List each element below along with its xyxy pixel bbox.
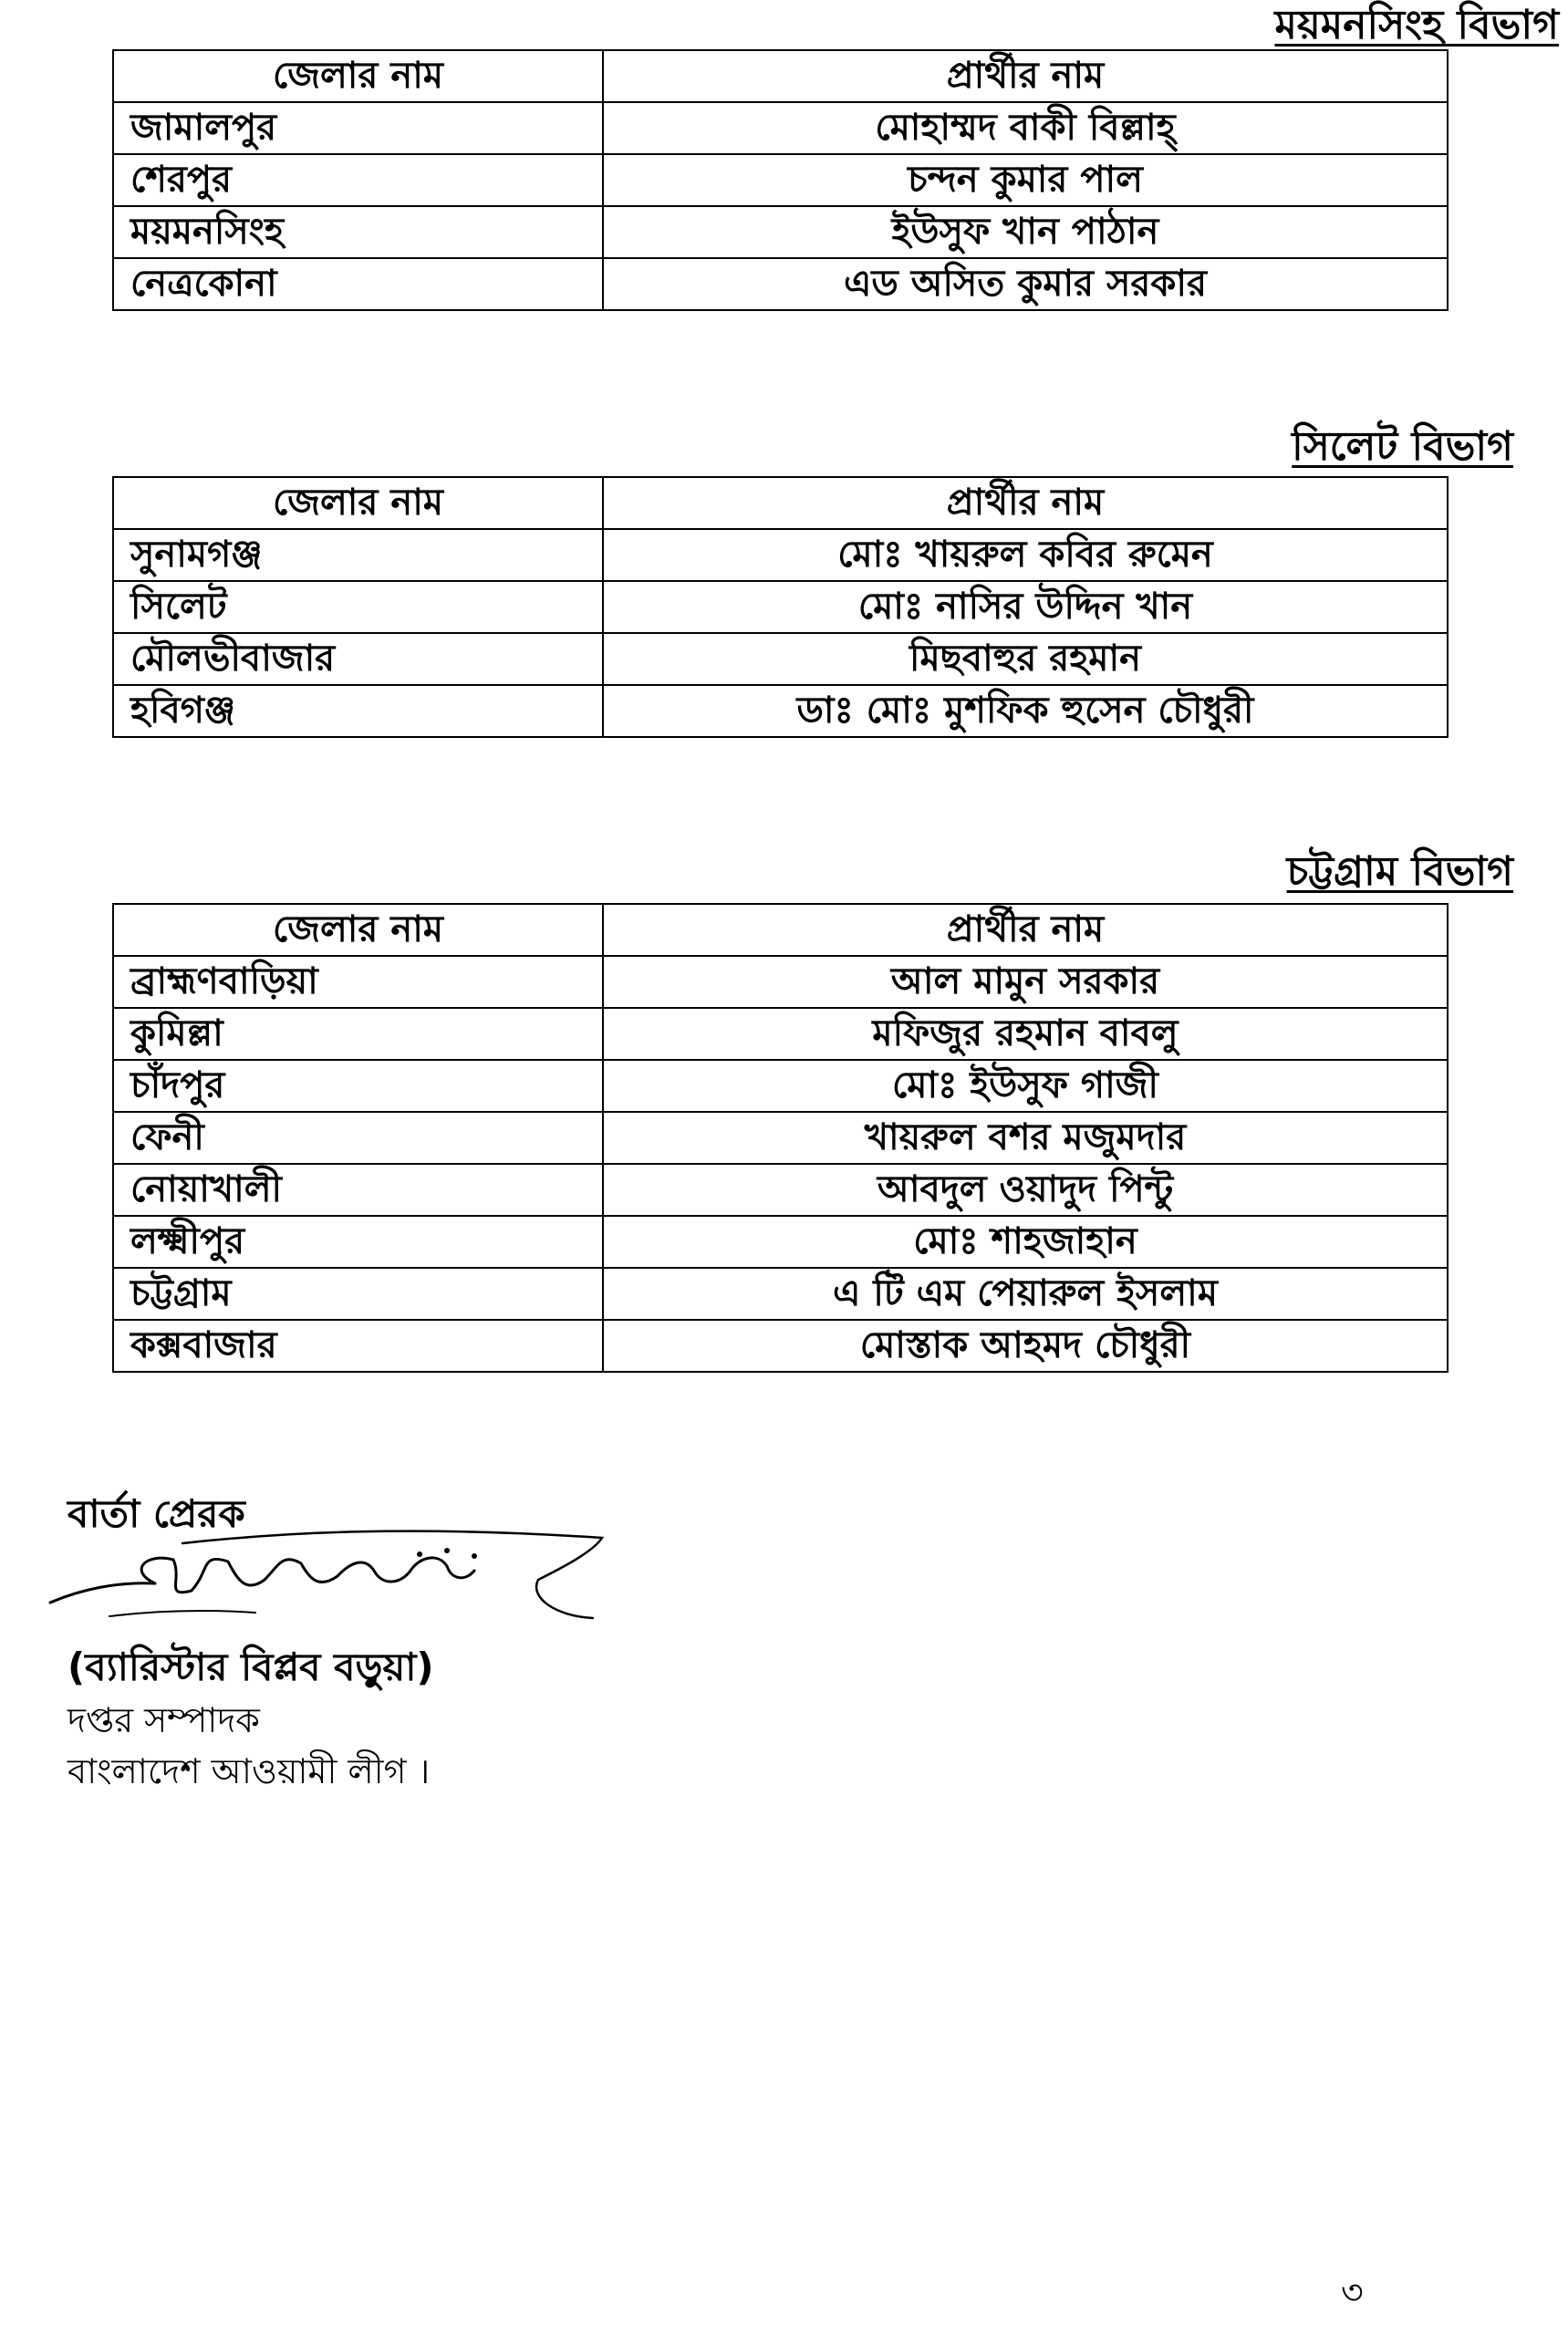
district-cell: সিলেট (113, 581, 603, 633)
sender-label: বার্তা প্রেরক (67, 1491, 245, 1536)
candidate-table-sylhet (112, 476, 1449, 738)
candidate-cell: আল মামুন সরকার (603, 956, 1448, 1008)
candidate-cell: মোঃ খায়রুল কবির রুমেন (603, 529, 1448, 581)
table-row (113, 1060, 1448, 1112)
table-row (113, 1320, 1448, 1372)
district-cell: ময়মনসিংহ (113, 206, 603, 258)
district-cell: চাঁদপুর (113, 1060, 603, 1112)
table-header-row (113, 477, 1448, 529)
sender-organization: বাংলাদেশ আওয়ামী লীগ । (67, 1751, 431, 1791)
candidate-cell: চন্দন কুমার পাল (603, 154, 1448, 206)
district-cell: মৌলভীবাজার (113, 633, 603, 685)
table-header-row (113, 904, 1448, 956)
table-row (113, 685, 1448, 737)
candidate-column-header: প্রার্থীর নাম (603, 50, 1448, 102)
district-cell: ব্রাহ্মণবাড়িয়া (113, 956, 603, 1008)
district-cell: নেত্রকোনা (113, 258, 603, 310)
table-row (113, 1112, 1448, 1164)
table-row (113, 633, 1448, 685)
district-cell: কক্সবাজার (113, 1320, 603, 1372)
division-title-chattogram: চট্টগ্রাম বিভাগ (1286, 848, 1513, 895)
district-cell: জামালপুর (113, 102, 603, 154)
candidate-column-header: প্রার্থীর নাম (603, 904, 1448, 956)
division-title-sylhet: সিলেট বিভাগ (1292, 423, 1513, 470)
candidate-cell: মিছবাহুর রহমান (603, 633, 1448, 685)
candidate-cell: এ টি এম পেয়ারুল ইসলাম (603, 1268, 1448, 1320)
candidate-cell: ইউসুফ খান পাঠান (603, 206, 1448, 258)
table-row (113, 1216, 1448, 1268)
table-row (113, 1164, 1448, 1216)
district-column-header: জেলার নাম (113, 904, 603, 956)
table-row (113, 956, 1448, 1008)
candidate-cell: মোঃ ইউসুফ গাজী (603, 1060, 1448, 1112)
signature-image (46, 1516, 611, 1625)
district-column-header: জেলার নাম (113, 50, 603, 102)
candidate-cell: আবদুল ওয়াদুদ পিন্টু (603, 1164, 1448, 1216)
district-cell: শেরপুর (113, 154, 603, 206)
district-cell: কুমিল্লা (113, 1008, 603, 1060)
district-cell: লক্ষ্মীপুর (113, 1216, 603, 1268)
district-column-header: জেলার নাম (113, 477, 603, 529)
district-cell: চট্টগ্রাম (113, 1268, 603, 1320)
candidate-cell: খায়রুল বশর মজুমদার (603, 1112, 1448, 1164)
table-row (113, 258, 1448, 310)
table-header-row (113, 50, 1448, 102)
candidate-cell: ডাঃ মোঃ মুশফিক হুসেন চৌধুরী (603, 685, 1448, 737)
candidate-cell: মফিজুর রহমান বাবলু (603, 1008, 1448, 1060)
table-row (113, 102, 1448, 154)
table-row (113, 206, 1448, 258)
page-number: ৩ (1341, 2272, 1364, 2312)
candidate-table-chattogram (112, 903, 1449, 1373)
candidate-table-mymensingh (112, 49, 1449, 311)
district-cell: হবিগঞ্জ (113, 685, 603, 737)
table-row (113, 1268, 1448, 1320)
candidate-cell: মোঃ নাসির উদ্দিন খান (603, 581, 1448, 633)
district-cell: সুনামগঞ্জ (113, 529, 603, 581)
table-row (113, 529, 1448, 581)
table-row (113, 1008, 1448, 1060)
candidate-cell: মোঃ শাহজাহান (603, 1216, 1448, 1268)
candidate-column-header: প্রার্থীর নাম (603, 477, 1448, 529)
table-row (113, 581, 1448, 633)
candidate-cell: মোহাম্মদ বাকী বিল্লাহ্ (603, 102, 1448, 154)
candidate-cell: এড অসিত কুমার সরকার (603, 258, 1448, 310)
table-row (113, 154, 1448, 206)
sender-designation: দপ্তর সম্পাদক (67, 1700, 260, 1740)
district-cell: ফেনী (113, 1112, 603, 1164)
sender-name: (ব্যারিস্টার বিপ্লব বড়ুয়া) (67, 1645, 434, 1689)
candidate-cell: মোস্তাক আহমদ চৌধুরী (603, 1320, 1448, 1372)
division-title-mymensingh: ময়মনসিংহ বিভাগ (1274, 2, 1559, 48)
district-cell: নোয়াখালী (113, 1164, 603, 1216)
